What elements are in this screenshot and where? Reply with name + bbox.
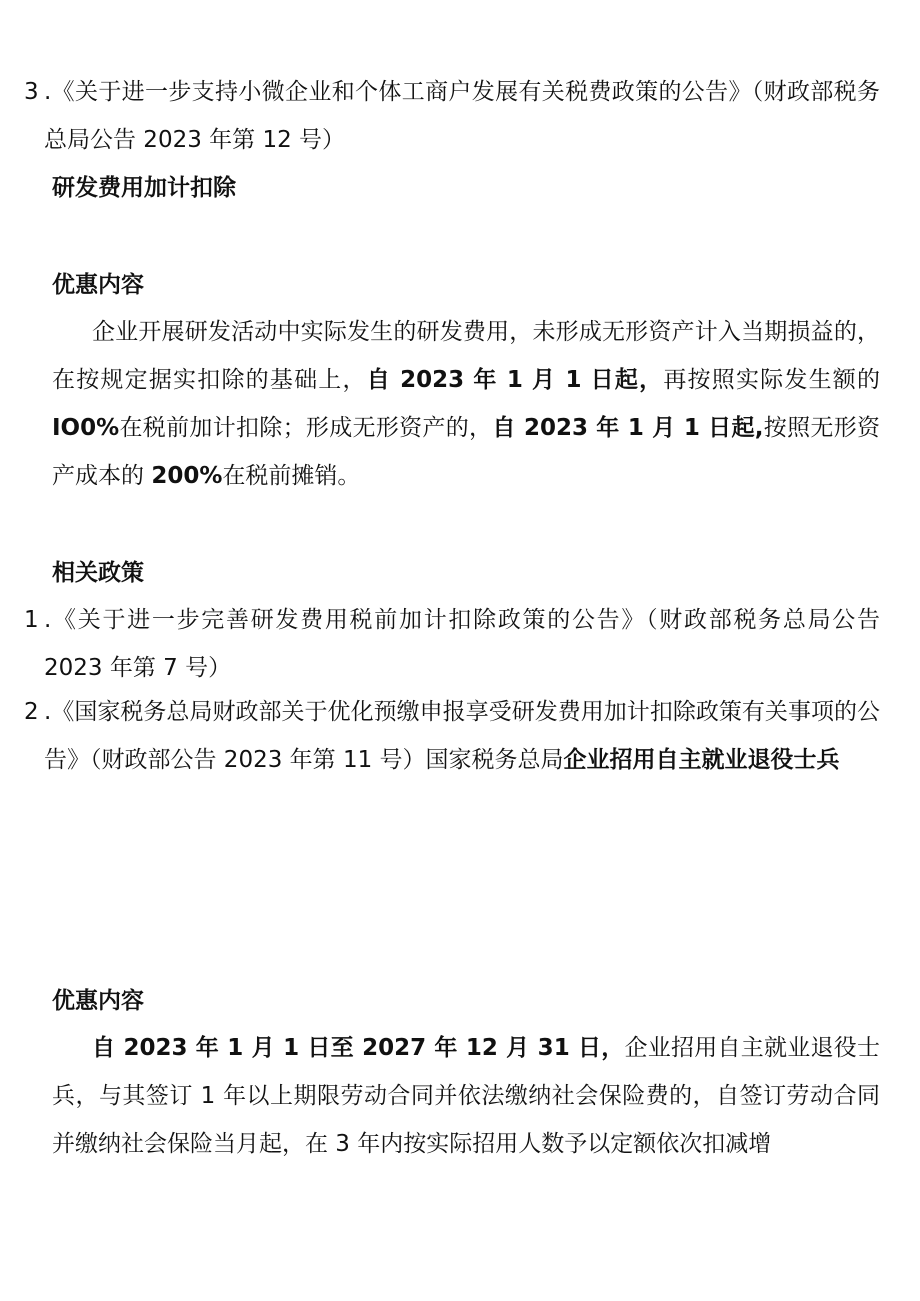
- text-run: .《国家税务总局财政部关于优化预缴申报享受研发费用加计扣除政策有关事项的公告》（财政部公告 2023 年第 11 号）国家税务总局: [44, 699, 880, 773]
- text-run: 在税前摊销。: [222, 463, 361, 489]
- benefit-heading: 优惠内容: [52, 272, 144, 298]
- text-run: 在税前加计扣除；形成无形资产的，: [119, 415, 493, 441]
- section-title-rd: 研发费用加计扣除: [52, 175, 236, 201]
- text-run: 企业招用自主就业退役士兵，与其签订 1 年以上期限劳动合同并依法缴纳社会保险费的，自签订劳动合同并缴纳社会保险当月起，在 3 年内按实际招用人数予以定额依次扣减增: [52, 1035, 881, 1157]
- policy-heading: 相关政策: [52, 560, 144, 586]
- bold-date: 自 2023 年 1 月 1 日起,: [492, 415, 764, 441]
- list-number: 3: [24, 79, 39, 105]
- bold-date-range: 自 2023 年 1 月 1 日至 2027 年 12 月 31 日，: [92, 1035, 625, 1061]
- bold-date: 自 2023 年 1 月 1 日起，: [366, 367, 664, 393]
- policy-item-2: [44, 688, 880, 784]
- policy-item-1: .《关于进一步完善研发费用税前加计扣除政策的公告》（财政部税务总局公告 2023 年第 7 号）: [44, 607, 880, 681]
- text-run: 企业开展研发活动中实际发生的研发费用，未形成无形资产计入当期损益的，在按规定据实扣除的基础上，: [52, 319, 880, 393]
- benefit-paragraph: [52, 1024, 880, 1168]
- bold-percent: IO0%: [52, 415, 120, 441]
- benefit-heading: 优惠内容: [52, 988, 144, 1014]
- bold-percent: 200%: [151, 463, 223, 489]
- text-run: 按照无形资产成本的: [52, 415, 881, 489]
- benefit-paragraph: [52, 308, 880, 500]
- section-title-veterans: 企业招用自主就业退役士兵: [563, 747, 840, 773]
- list-number: 2: [24, 699, 39, 725]
- text-run: 再按照实际发生额的: [663, 367, 881, 393]
- policy-item-3: .《关于进一步支持小微企业和个体工商户发展有关税费政策的公告》（财政部税务总局公告 2023 年第 12 号）: [44, 79, 880, 153]
- list-number: 1: [24, 607, 39, 633]
